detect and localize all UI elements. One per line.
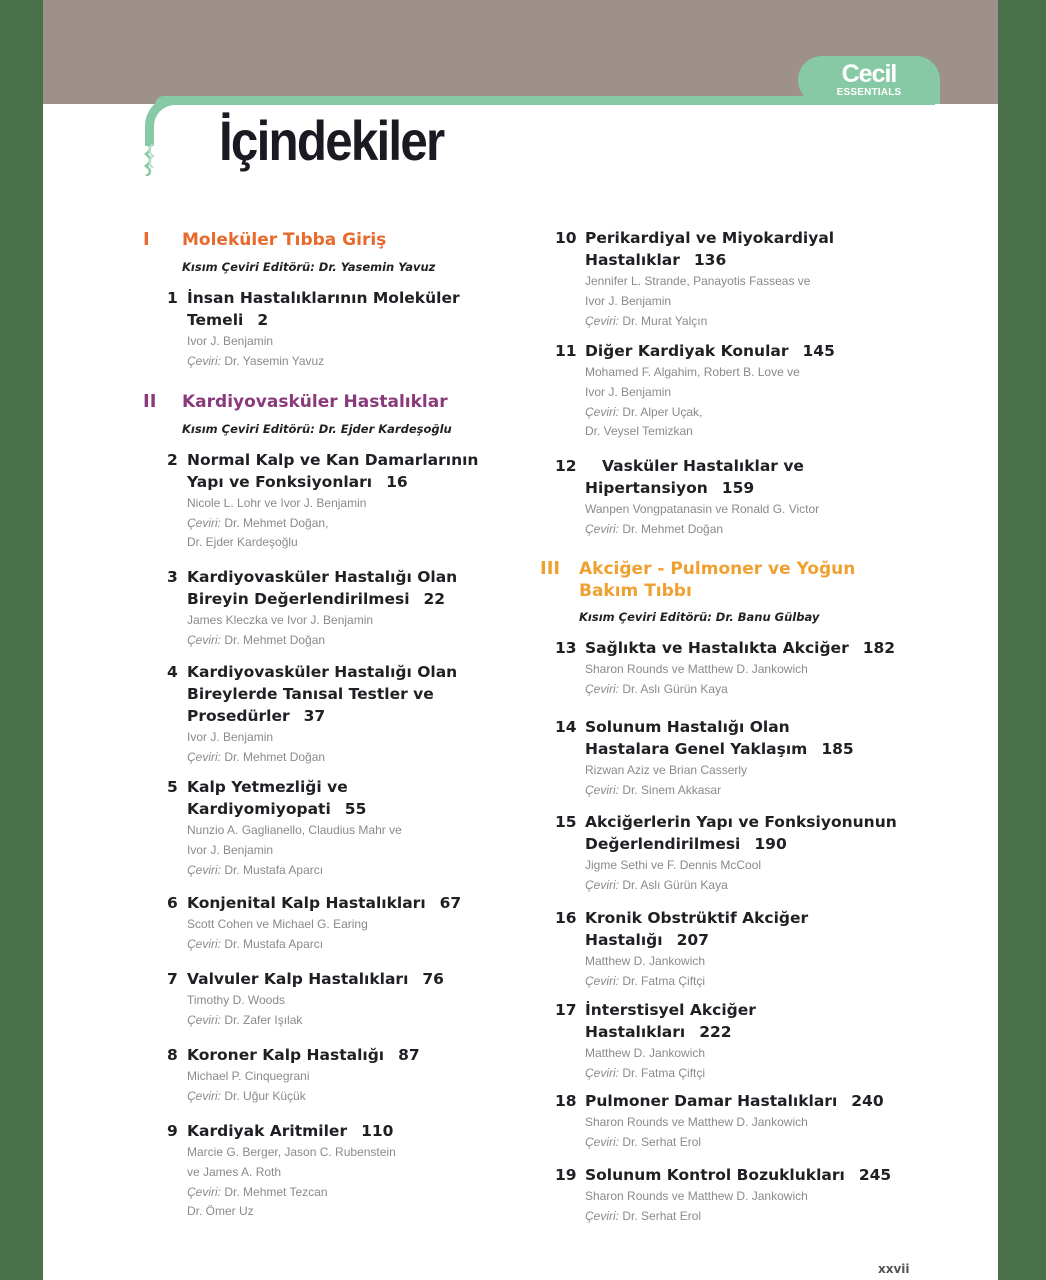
- chapter-number: 6: [167, 894, 178, 912]
- chapter-page-number: 22: [423, 590, 446, 608]
- translator-name: Dr. Alper Uçak,: [622, 405, 703, 419]
- chapter-title-text: Hastalıkları: [585, 1023, 686, 1041]
- translator-name: Dr. Ömer Uz: [187, 1204, 254, 1218]
- chapter-authors: Timothy D. Woods: [187, 993, 286, 1007]
- chapter-title-line[interactable]: [187, 798, 366, 820]
- chapter-title-line[interactable]: [585, 249, 726, 271]
- chapter-authors: ve James A. Roth: [187, 1165, 282, 1179]
- chapter-translator: [187, 631, 325, 651]
- translator-label: Çeviri:: [585, 405, 620, 419]
- chapter-number: 18: [555, 1092, 577, 1110]
- chapter-authors: Ivor J. Benjamin: [585, 385, 672, 399]
- chapter-title-line[interactable]: [187, 892, 461, 914]
- translator-name: Dr. Murat Yalçın: [622, 314, 708, 328]
- translator-name: Dr. Ejder Kardeşoğlu: [187, 535, 298, 549]
- chapter-title-line[interactable]: [187, 776, 348, 798]
- chapter-translator: [187, 514, 328, 534]
- page-title: İçindekiler: [219, 109, 444, 172]
- chapter-title-text: Bireylerde Tanısal Testler ve: [187, 685, 434, 703]
- translator-label: Çeviri:: [585, 1135, 620, 1149]
- translator-label: Çeviri:: [187, 354, 222, 368]
- chapter-page-number: 87: [398, 1046, 420, 1064]
- chapter-title-line[interactable]: [187, 1120, 393, 1142]
- chapter-number: 5: [167, 778, 178, 796]
- chapter-translator: [585, 403, 702, 423]
- chapter-title-text: Konjenital Kalp Hastalıkları: [187, 894, 426, 912]
- chapter-authors: Nunzio A. Gaglianello, Claudius Mahr ve: [187, 823, 402, 837]
- chapter-authors: Sharon Rounds ve Matthew D. Jankowich: [585, 662, 808, 676]
- chapter-authors: Ivor J. Benjamin: [187, 334, 274, 348]
- chapter-title-text: Değerlendirilmesi: [585, 835, 741, 853]
- chapter-title-line[interactable]: [585, 637, 895, 659]
- chapter-title-text: Temeli: [187, 311, 244, 329]
- chapter-number: 8: [167, 1046, 178, 1064]
- chapter-translator: [585, 680, 728, 700]
- chapter-title-line[interactable]: [187, 471, 408, 493]
- chapter-authors: Michael P. Cinquegrani: [187, 1069, 310, 1083]
- chapter-page-number: 55: [344, 800, 367, 818]
- translator-name: Dr. Fatma Çiftçi: [622, 1066, 706, 1080]
- chapter-title-text: Kalp Yetmezliği ve: [187, 778, 348, 796]
- chapter-title-text: Vasküler Hastalıklar ve: [602, 457, 804, 475]
- chapter-title-text: Akciğerlerin Yapı ve Fonksiyonunun: [585, 813, 897, 831]
- chapter-authors: Mohamed F. Algahim, Robert B. Love ve: [585, 365, 800, 379]
- chapter-translator: [585, 520, 723, 540]
- brand-sub: ESSENTIALS: [836, 87, 902, 98]
- chapter-title-text: Yapı ve Fonksiyonları: [187, 473, 373, 491]
- translator-name: Dr. Mehmet Tezcan: [224, 1185, 328, 1199]
- chapter-title-line[interactable]: [187, 566, 457, 588]
- chapter-authors: Jennifer L. Strande, Panayotis Fasseas ve: [585, 274, 811, 288]
- part-number: II: [143, 391, 157, 412]
- chapter-title-text: Hastalara Genel Yaklaşım: [585, 740, 808, 758]
- translator-name: Dr. Uğur Küçük: [224, 1089, 306, 1103]
- chapter-title-line[interactable]: [187, 309, 268, 331]
- chapter-title-text: Kardiyovasküler Hastalığı Olan: [187, 568, 458, 586]
- chapter-translator: [187, 748, 325, 768]
- chapter-page-number: 2: [257, 311, 269, 329]
- chapter-translator: [585, 312, 707, 332]
- part-editor: Kısım Çeviri Editörü: Dr. Yasemin Yavuz: [182, 260, 436, 274]
- chapter-number: 7: [167, 970, 178, 988]
- chapter-authors: Scott Cohen ve Michael G. Earing: [187, 917, 368, 931]
- chapter-title-line[interactable]: [187, 683, 434, 705]
- chapter-title-line[interactable]: [585, 999, 756, 1021]
- part-title: Moleküler Tıbba Giriş: [182, 230, 387, 250]
- chapter-title-line[interactable]: [602, 455, 804, 477]
- chapter-page-number: 245: [858, 1166, 892, 1184]
- chapter-title-line[interactable]: [187, 968, 444, 990]
- chapter-authors: Rizwan Aziz ve Brian Casserly: [585, 763, 748, 777]
- chapter-page-number: 185: [821, 740, 854, 758]
- chapter-translator: [187, 1183, 328, 1203]
- chapter-page-number: 110: [361, 1122, 394, 1140]
- chapter-translator: [585, 1207, 701, 1227]
- page-folio: xxvii: [878, 1262, 910, 1276]
- translator-name: Dr. Zafer Işılak: [224, 1013, 303, 1027]
- chapter-title-text: İnterstisyel Akciğer: [585, 1001, 756, 1019]
- chapter-number: 9: [167, 1122, 178, 1140]
- chapter-title-line[interactable]: [585, 929, 709, 951]
- chapter-translator: [585, 781, 721, 801]
- chapter-number: 12: [555, 457, 577, 475]
- chapter-title-text: Hastalığı: [585, 931, 663, 949]
- chapter-page-number: 16: [386, 473, 408, 491]
- chapter-translator: [187, 1011, 302, 1031]
- part-title: Kardiyovasküler Hastalıklar: [182, 392, 448, 412]
- chapter-number: 14: [555, 718, 577, 736]
- chapter-title-text: Kronik Obstrüktif Akciğer: [585, 909, 809, 927]
- translator-label: Çeviri:: [187, 937, 222, 951]
- chapter-title-text: Solunum Hastalığı Olan: [585, 718, 790, 736]
- chapter-translator: [187, 533, 298, 553]
- chapter-authors: Matthew D. Jankowich: [585, 1046, 706, 1060]
- book-page: [43, 0, 998, 1280]
- translator-label: Çeviri:: [187, 750, 222, 764]
- chapter-authors: Wanpen Vongpatanasin ve Ronald G. Victor: [585, 502, 820, 516]
- chapter-title-line[interactable]: [187, 588, 445, 610]
- chapter-title-text: Perikardiyal ve Miyokardiyal: [585, 229, 835, 247]
- chapter-translator: [585, 1133, 701, 1153]
- translator-label: Çeviri:: [585, 522, 620, 536]
- chapter-authors: Nicole L. Lohr ve Ivor J. Benjamin: [187, 496, 367, 510]
- translator-name: Dr. Yasemin Yavuz: [224, 354, 325, 368]
- chapter-title-line[interactable]: [585, 811, 897, 833]
- chapter-title-text: İnsan Hastalıklarının Moleküler: [187, 289, 460, 307]
- translator-label: Çeviri:: [585, 314, 620, 328]
- chapter-title-text: Sağlıkta ve Hastalıkta Akciğer: [585, 639, 849, 657]
- translator-label: Çeviri:: [187, 516, 222, 530]
- chapter-page-number: 207: [676, 931, 709, 949]
- chapter-number: 17: [555, 1001, 577, 1019]
- chapter-title-line[interactable]: [187, 661, 457, 683]
- chapter-translator: [187, 1202, 254, 1222]
- chapter-number: 19: [555, 1166, 577, 1184]
- chapter-number: 3: [167, 568, 178, 586]
- chapter-page-number: 37: [303, 707, 326, 725]
- chapter-number: 11: [555, 342, 577, 360]
- translator-name: Dr. Mustafa Aparcı: [224, 937, 324, 951]
- chapter-title-text: Koroner Kalp Hastalığı: [187, 1046, 385, 1064]
- chapter-title-line[interactable]: [187, 449, 478, 471]
- chapter-page-number: 222: [699, 1023, 732, 1041]
- chapter-title-line[interactable]: [585, 833, 787, 855]
- translator-name: Dr. Aslı Gürün Kaya: [622, 878, 728, 892]
- translator-name: Dr. Aslı Gürün Kaya: [622, 682, 728, 696]
- chapter-number: 15: [555, 813, 577, 831]
- chapter-page-number: 182: [862, 639, 896, 657]
- translator-label: Çeviri:: [585, 682, 620, 696]
- translator-label: Çeviri:: [585, 974, 620, 988]
- translator-name: Dr. Serhat Erol: [622, 1135, 702, 1149]
- translator-name: Dr. Mehmet Doğan,: [224, 516, 329, 530]
- chapter-title-text: Hipertansiyon: [585, 479, 708, 497]
- translator-name: Dr. Veysel Temizkan: [585, 424, 693, 438]
- translator-label: Çeviri:: [187, 1013, 222, 1027]
- part-number: I: [143, 229, 150, 250]
- chapter-number: 4: [167, 663, 178, 681]
- part-title-line: Akciğer - Pulmoner ve Yoğun: [579, 559, 856, 579]
- chapter-title-line[interactable]: [585, 340, 835, 362]
- chapter-title-text: Normal Kalp ve Kan Damarlarının: [187, 451, 479, 469]
- chapter-translator: [585, 1064, 705, 1084]
- chapter-title-line[interactable]: [585, 1021, 732, 1043]
- translator-label: Çeviri:: [585, 878, 620, 892]
- part-title-line: Bakım Tıbbı: [579, 581, 692, 601]
- chapter-page-number: 190: [754, 835, 787, 853]
- chapter-title-text: Kardiyak Aritmiler: [187, 1122, 348, 1140]
- chapter-title-text: Diğer Kardiyak Konular: [585, 342, 789, 360]
- chapter-page-number: 67: [439, 894, 462, 912]
- chapter-authors: Sharon Rounds ve Matthew D. Jankowich: [585, 1189, 808, 1203]
- chapter-title-line[interactable]: [585, 227, 834, 249]
- translator-label: Çeviri:: [187, 1185, 222, 1199]
- chapter-title-line[interactable]: [187, 705, 325, 727]
- chapter-authors: Ivor J. Benjamin: [585, 294, 672, 308]
- chapter-title-text: Pulmoner Damar Hastalıkları: [585, 1092, 838, 1110]
- translator-name: Dr. Mehmet Doğan: [224, 750, 326, 764]
- chapter-translator: [585, 876, 728, 896]
- chapter-title-text: Bireyin Değerlendirilmesi: [187, 590, 410, 608]
- chapter-title-line[interactable]: [585, 1090, 884, 1112]
- chapter-page-number: 240: [851, 1092, 884, 1110]
- translator-label: Çeviri:: [187, 1089, 222, 1103]
- chapter-page-number: 136: [693, 251, 727, 269]
- part-editor: Kısım Çeviri Editörü: Dr. Ejder Kardeşoğlu: [182, 422, 452, 436]
- chapter-number: 16: [555, 909, 577, 927]
- translator-label: Çeviri:: [585, 783, 620, 797]
- chapter-title-text: Prosedürler: [187, 707, 290, 725]
- translator-label: Çeviri:: [187, 633, 222, 647]
- chapter-number: 1: [167, 289, 178, 307]
- chapter-title-text: Hastalıklar: [585, 251, 680, 269]
- chapter-title-text: Valvuler Kalp Hastalıkları: [187, 970, 409, 988]
- chapter-number: 2: [167, 451, 178, 469]
- chapter-translator: [187, 1087, 306, 1107]
- chapter-title-line[interactable]: [187, 1044, 420, 1066]
- chapter-translator: [187, 352, 324, 372]
- part-number: III: [540, 558, 561, 579]
- chapter-authors: Ivor J. Benjamin: [187, 843, 274, 857]
- chapter-title-text: Kardiyovasküler Hastalığı Olan: [187, 663, 458, 681]
- chapter-number: 10: [555, 229, 577, 247]
- chapter-authors: Sharon Rounds ve Matthew D. Jankowich: [585, 1115, 808, 1129]
- chapter-authors: Matthew D. Jankowich: [585, 954, 706, 968]
- chapter-authors: Jigme Sethi ve F. Dennis McCool: [585, 858, 762, 872]
- translator-label: Çeviri:: [585, 1209, 620, 1223]
- dna-helix-icon: [143, 140, 157, 176]
- chapter-authors: James Kleczka ve Ivor J. Benjamin: [187, 613, 374, 627]
- chapter-number: 13: [555, 639, 577, 657]
- chapter-translator: [187, 935, 323, 955]
- chapter-title-line[interactable]: [585, 477, 754, 499]
- chapter-title-line[interactable]: [187, 287, 460, 309]
- translator-name: Dr. Sinem Akkasar: [622, 783, 722, 797]
- chapter-translator: [585, 422, 693, 442]
- translator-name: Dr. Mustafa Aparcı: [224, 863, 324, 877]
- part-editor: Kısım Çeviri Editörü: Dr. Banu Gülbay: [579, 610, 820, 624]
- chapter-title-line[interactable]: [585, 738, 854, 760]
- chapter-title-line[interactable]: [585, 716, 790, 738]
- chapter-title-text: Kardiyomiyopati: [187, 800, 331, 818]
- chapter-title-line[interactable]: [585, 907, 808, 929]
- translator-name: Dr. Fatma Çiftçi: [622, 974, 706, 988]
- translator-label: Çeviri:: [585, 1066, 620, 1080]
- chapter-title-text: Solunum Kontrol Bozuklukları: [585, 1166, 845, 1184]
- chapter-authors: Marcie G. Berger, Jason C. Rubenstein: [187, 1145, 396, 1159]
- cecil-essentials-logo: [798, 56, 940, 104]
- chapter-title-line[interactable]: [585, 1164, 891, 1186]
- translator-label: Çeviri:: [187, 863, 222, 877]
- chapter-page-number: 76: [422, 970, 444, 988]
- translator-name: Dr. Mehmet Doğan: [622, 522, 724, 536]
- chapter-authors: Ivor J. Benjamin: [187, 730, 274, 744]
- chapter-page-number: 159: [721, 479, 755, 497]
- chapter-page-number: 145: [802, 342, 835, 360]
- translator-name: Dr. Serhat Erol: [622, 1209, 702, 1223]
- translator-name: Dr. Mehmet Doğan: [224, 633, 326, 647]
- chapter-translator: [187, 861, 323, 881]
- brand-main: Cecil: [841, 60, 897, 88]
- chapter-translator: [585, 972, 705, 992]
